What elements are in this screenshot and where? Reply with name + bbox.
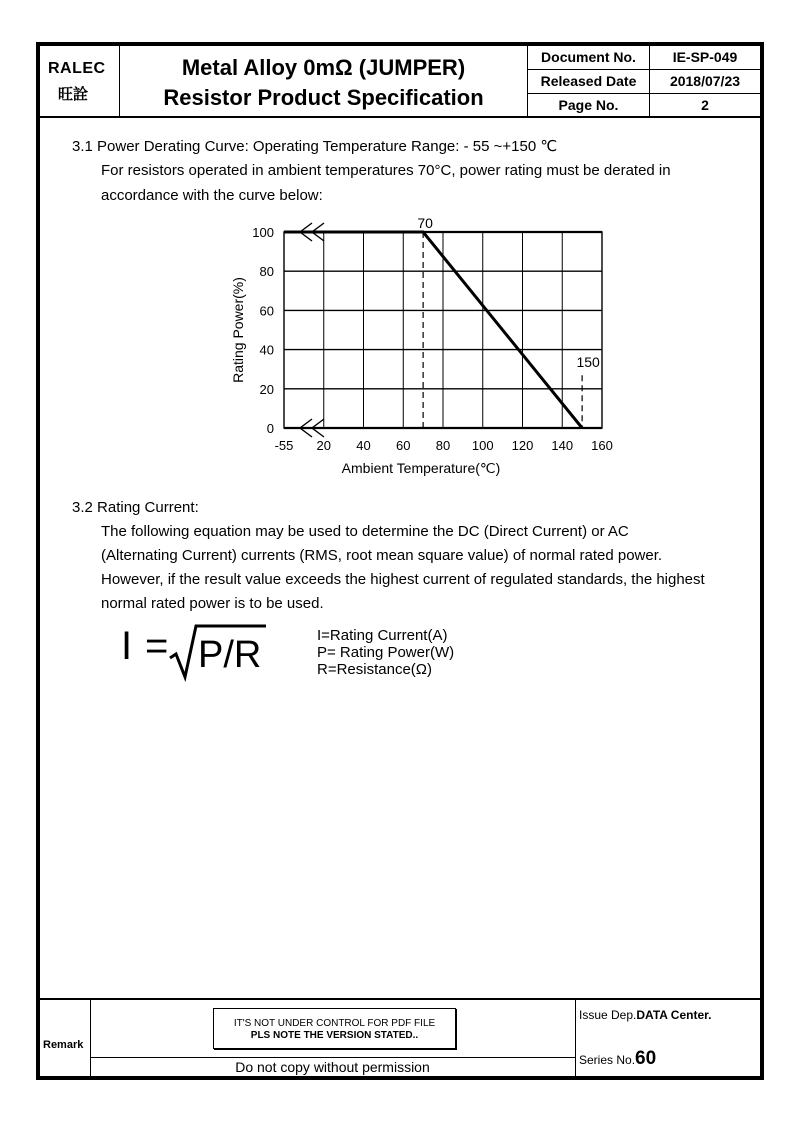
formula-lhs: I — [121, 624, 133, 668]
section-3-2-heading: 3.2 Rating Current: — [72, 499, 199, 516]
annotation-label: 150 — [576, 354, 600, 371]
document-title-line1: Metal Alloy 0mΩ (JUMPER) — [181, 55, 466, 80]
series-no-label: Series No. — [579, 1053, 636, 1067]
x-axis-label: Ambient Temperature(℃) — [341, 460, 501, 476]
y-tick-label: 60 — [259, 303, 274, 319]
x-tick-label: 120 — [511, 438, 534, 453]
section-3-1-text-line1: For resistors operated in ambient temperatures 70°C, power rating must be derated in — [101, 162, 671, 179]
x-tick-label: 40 — [356, 438, 371, 453]
remark-label: Remark — [43, 1039, 84, 1051]
meta-value: 2 — [701, 97, 709, 113]
formula-legend-power: P= Rating Power(W) — [317, 644, 455, 661]
formula-legend-resistance: R=Resistance(Ω) — [317, 661, 432, 678]
issue-department — [579, 1008, 712, 1022]
document-header — [40, 46, 760, 118]
issue-dep-value: DATA Center. — [636, 1008, 712, 1022]
logo-cell — [40, 46, 120, 118]
series-no-value: 60 — [635, 1048, 657, 1069]
section-3-2-text-line3: However, if the result value exceeds the highest current of regulated standards, the highest — [101, 571, 705, 588]
x-tick-label: -55 — [274, 438, 294, 453]
meta-value: 2018/07/23 — [669, 73, 741, 89]
pdf-notice-line2: PLS NOTE THE VERSION STATED.. — [250, 1030, 419, 1041]
meta-label: Released Date — [528, 70, 650, 94]
y-tick-label: 100 — [252, 225, 274, 240]
meta-value: IE-SP-049 — [672, 49, 738, 65]
series-number — [579, 1048, 656, 1070]
formula-legend-current: I=Rating Current(A) — [317, 627, 448, 644]
x-tick-label: 80 — [435, 438, 451, 453]
section-3-2-text-line2: (Alternating Current) currents (RMS, root mean square value) of normal rated power. — [101, 547, 663, 564]
x-tick-label: 60 — [396, 438, 411, 453]
company-logo-en: RALEC — [48, 60, 106, 77]
title-cell — [120, 46, 528, 118]
company-logo-zh: 旺詮 — [58, 85, 89, 103]
y-tick-label: 0 — [266, 421, 274, 436]
footer-divider — [40, 998, 760, 1000]
power-derating-chart — [200, 210, 620, 485]
meta-label: Page No. — [528, 94, 650, 118]
section-3-2-text-line1: The following equation may be used to determine the DC (Direct Current) or AC — [101, 523, 629, 540]
y-axis-label: Rating Power(%) — [230, 277, 246, 383]
copy-notice: Do not copy without permission — [235, 1059, 430, 1075]
x-tick-label: 100 — [471, 438, 494, 453]
derating-curve — [284, 232, 582, 428]
meta-label: Document No. — [528, 46, 650, 70]
meta-row-document-no — [528, 46, 760, 70]
issue-dep-label: Issue Dep. — [579, 1008, 637, 1022]
footer-divider — [575, 998, 576, 1078]
x-tick-label: 20 — [316, 438, 331, 453]
x-tick-label: 160 — [591, 438, 613, 453]
formula-radicand: P/R — [198, 634, 262, 676]
formula-equals: = — [145, 624, 169, 668]
y-tick-label: 80 — [259, 264, 274, 280]
pdf-notice-box — [213, 1008, 456, 1049]
x-tick-label: 140 — [551, 438, 574, 453]
document-title-line2: Resistor Product Specification — [163, 85, 484, 110]
meta-row-page-no — [528, 94, 760, 118]
meta-row-released-date — [528, 70, 760, 94]
pdf-notice-line1: IT'S NOT UNDER CONTROL FOR PDF FILE — [233, 1018, 436, 1029]
y-tick-label: 20 — [259, 381, 274, 397]
section-3-2-text-line4: normal rated power is to be used. — [101, 595, 324, 612]
section-3-1-text-line2: accordance with the curve below: — [101, 187, 323, 204]
annotation-label: 70 — [417, 215, 433, 231]
section-3-1-heading: 3.1 Power Derating Curve: Operating Temperature Range: - 55 ~+150 ℃ — [72, 138, 558, 155]
document-meta-table — [528, 46, 760, 118]
y-tick-label: 40 — [259, 342, 274, 358]
footer-divider — [90, 1057, 575, 1058]
